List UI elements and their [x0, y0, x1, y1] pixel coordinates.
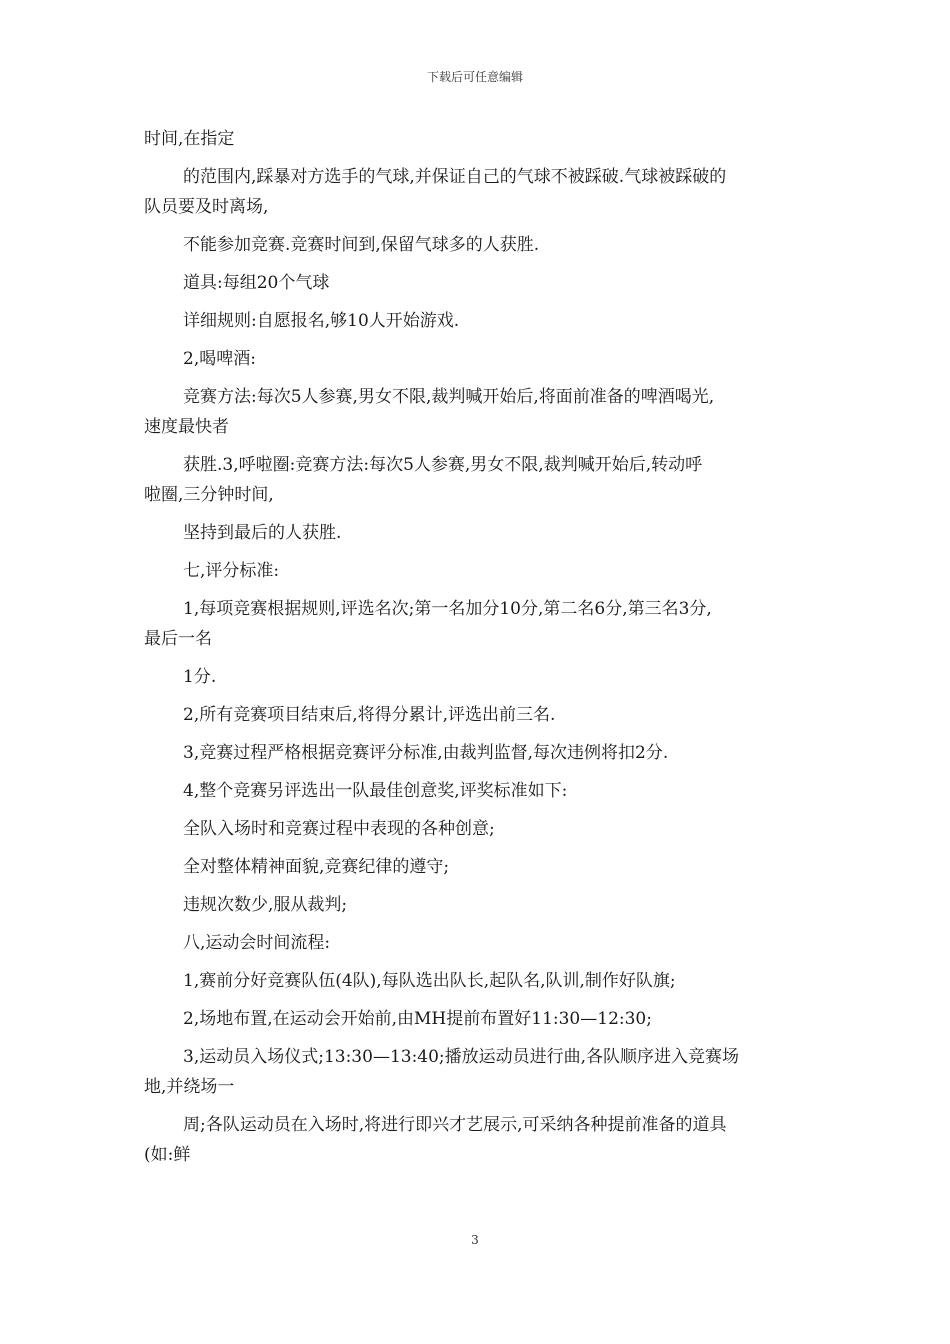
text-line: 全对整体精神面貌,竞赛纪律的遵守; — [183, 857, 450, 877]
text-line: 3,运动员入场仪式;13:30—13:40;播放运动员进行曲,各队顺序进入竞赛场 — [183, 1047, 740, 1067]
text-line: 时间,在指定 — [144, 129, 235, 149]
text-line: (如:鲜 — [144, 1145, 191, 1165]
text-line: 道具:每组20个气球 — [183, 273, 330, 293]
text-line: 1,每项竞赛根据规则,评选名次;第一名加分10分,第二名6分,第三名3分, — [183, 599, 712, 619]
text-line: 啦圈,三分钟时间, — [144, 485, 274, 505]
text-line: 速度最快者 — [144, 417, 229, 437]
text-line: 2,场地布置,在运动会开始前,由MH提前布置好11:30—12:30; — [183, 1009, 652, 1029]
text-line: 详细规则:自愿报名,够10人开始游戏. — [183, 311, 460, 331]
text-line: 全队入场时和竞赛过程中表现的各种创意; — [183, 819, 495, 839]
text-line: 2,所有竞赛项目结束后,将得分累计,评选出前三名. — [183, 705, 556, 725]
page-header: 下载后可任意编辑 — [426, 70, 523, 84]
text-line: 不能参加竞赛.竞赛时间到,保留气球多的人获胜. — [183, 235, 540, 255]
text-line: 获胜.3,呼啦圈:竞赛方法:每次5人参赛,男女不限,裁判喊开始后,转动呼 — [183, 455, 703, 475]
text-line: 2,喝啤酒: — [183, 349, 256, 369]
text-line: 地,并绕场一 — [144, 1077, 235, 1097]
section-heading: 八,运动会时间流程: — [183, 933, 331, 953]
page-number: 3 — [471, 1233, 479, 1247]
text-line: 的范围内,踩暴对方选手的气球,并保证自己的气球不被踩破.气球被踩破的 — [183, 167, 727, 187]
text-line: 4,整个竞赛另评选出一队最佳创意奖,评奖标准如下: — [183, 781, 568, 801]
document-body — [144, 124, 812, 1170]
text-line: 周;各队运动员在入场时,将进行即兴才艺展示,可采纳各种提前准备的道具 — [183, 1115, 727, 1135]
section-heading: 七,评分标准: — [183, 561, 280, 581]
text-line: 坚持到最后的人获胜. — [183, 523, 342, 543]
text-line: 1,赛前分好竞赛队伍(4队),每队选出队长,起队名,队训,制作好队旗; — [183, 971, 676, 991]
text-line: 队员要及时离场, — [144, 197, 269, 217]
text-line: 最后一名 — [144, 629, 212, 649]
text-line: 1分. — [183, 667, 217, 687]
text-line: 竞赛方法:每次5人参赛,男女不限,裁判喊开始后,将面前准备的啤酒喝光, — [183, 387, 715, 407]
text-line: 3,竞赛过程严格根据竞赛评分标准,由裁判监督,每次违例将扣2分. — [183, 743, 669, 763]
text-line: 违规次数少,服从裁判; — [183, 895, 348, 915]
